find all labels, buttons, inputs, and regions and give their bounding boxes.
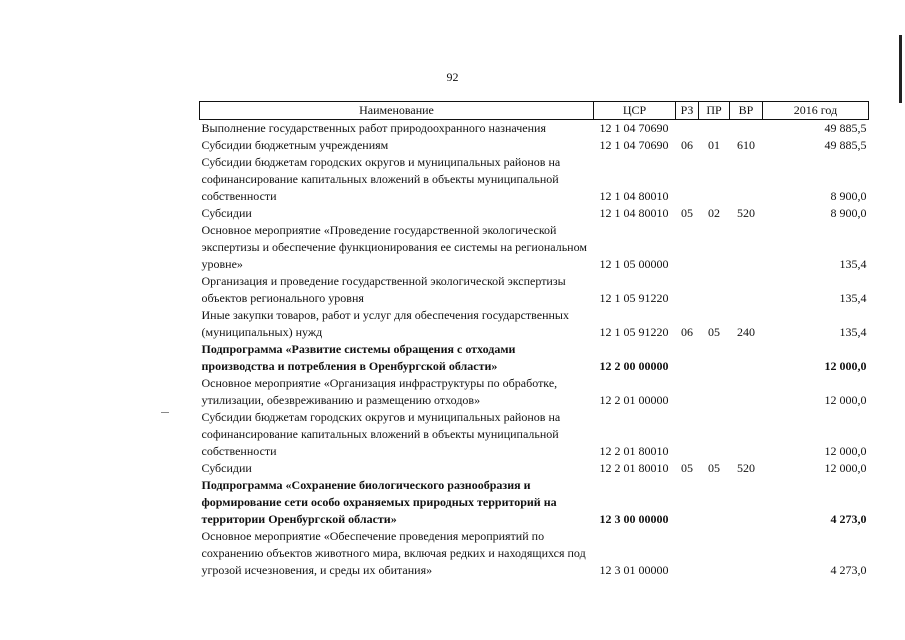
row-amount: 135,4 <box>839 325 867 339</box>
table-row <box>200 154 869 205</box>
row-name: Выполнение государственных работ природоохранного назначения <box>201 121 546 135</box>
row-amount: 12 000,0 <box>824 393 867 407</box>
row-amount: 135,4 <box>839 257 867 271</box>
row-rz <box>676 273 699 307</box>
row-pr: 01 <box>708 138 720 152</box>
row-name: Подпрограмма «Сохранение биологического разнообразия и формирование сети особо охраняемых природных территорий на территории Оренбургской области» <box>201 478 557 526</box>
row-name: Основное мероприятие «Проведение государственной экологической экспертизы и обеспечение функционирования ее системы на региональном уровне» <box>201 223 587 271</box>
row-rz: 06 <box>681 325 693 339</box>
table-row <box>200 375 869 409</box>
table-row <box>200 460 869 477</box>
table-row <box>200 307 869 341</box>
row-amount: 49 885,5 <box>824 138 867 152</box>
header-rz: РЗ <box>676 102 699 120</box>
row-amount: 12 000,0 <box>824 359 867 373</box>
row-pr <box>699 120 730 138</box>
row-name: Субсидии <box>201 206 252 220</box>
row-pr: 05 <box>708 461 720 475</box>
row-vr: 610 <box>737 138 755 152</box>
page-number: 92 <box>446 70 459 84</box>
row-vr <box>730 375 763 409</box>
row-name: Основное мероприятие «Обеспечение проведения мероприятий по сохранению объектов животного мира, включая редких и находящихся под угрозой исчезновения, и среды их обитания» <box>201 529 586 577</box>
row-name: Субсидии бюджетным учреждениям <box>201 138 389 152</box>
header-csr: ЦСР <box>594 102 676 120</box>
header-year: 2016 год <box>763 102 869 120</box>
row-amount: 8 900,0 <box>830 189 867 203</box>
row-pr <box>699 409 730 460</box>
table-row <box>200 528 869 579</box>
row-rz <box>676 528 699 579</box>
table-row <box>200 477 869 528</box>
row-rz <box>676 120 699 138</box>
row-name: Субсидии бюджетам городских округов и муниципальных районов на софинансирование капитальных вложений в объекты муниципальной собственности <box>201 155 561 203</box>
row-csr: 12 1 04 80010 <box>599 189 669 203</box>
table-header <box>200 102 869 120</box>
row-vr <box>730 528 763 579</box>
row-name: Организация и проведение государственной экологической экспертизы объектов регионального уровня <box>201 274 566 305</box>
row-name: Подпрограмма «Развитие системы обращения с отходами производства и потребления в Оренбургской области» <box>201 342 516 373</box>
row-rz: 05 <box>681 461 693 475</box>
row-amount: 12 000,0 <box>824 461 867 475</box>
row-vr <box>730 120 763 138</box>
row-pr <box>699 528 730 579</box>
row-rz: 06 <box>681 138 693 152</box>
row-vr: 240 <box>737 325 755 339</box>
row-amount: 12 000,0 <box>824 444 867 458</box>
table-body <box>200 120 869 580</box>
table-row <box>200 273 869 307</box>
row-amount: 8 900,0 <box>830 206 867 220</box>
row-pr <box>699 273 730 307</box>
row-rz <box>676 341 699 375</box>
row-pr <box>699 375 730 409</box>
row-csr: 12 3 00 00000 <box>599 512 669 526</box>
scan-margin-tick <box>161 412 169 413</box>
row-vr <box>730 477 763 528</box>
row-rz <box>676 409 699 460</box>
row-rz: 05 <box>681 206 693 220</box>
row-pr <box>699 341 730 375</box>
row-csr: 12 2 00 00000 <box>599 359 669 373</box>
row-name: Субсидии <box>201 461 252 475</box>
table-row <box>200 341 869 375</box>
row-vr: 520 <box>737 461 755 475</box>
row-rz <box>676 154 699 205</box>
row-csr: 12 2 01 80010 <box>599 444 669 458</box>
row-name: Субсидии бюджетам городских округов и муниципальных районов на софинансирование капитальных вложений в объекты муниципальной собственности <box>201 410 561 458</box>
row-vr <box>730 409 763 460</box>
row-csr: 12 2 01 00000 <box>599 393 669 407</box>
row-amount: 135,4 <box>839 291 867 305</box>
row-rz <box>676 222 699 273</box>
row-csr: 12 1 05 00000 <box>599 257 669 271</box>
row-csr: 12 2 01 80010 <box>599 461 669 475</box>
row-rz <box>676 477 699 528</box>
row-vr <box>730 222 763 273</box>
header-pr: ПР <box>699 102 730 120</box>
row-amount: 49 885,5 <box>824 121 867 135</box>
row-csr: 12 1 05 91220 <box>599 291 669 305</box>
row-pr: 02 <box>708 206 720 220</box>
scan-edge-mark <box>899 35 902 103</box>
table-row <box>200 137 869 154</box>
row-amount: 4 273,0 <box>830 512 867 526</box>
row-pr <box>699 154 730 205</box>
header-vr: ВР <box>730 102 763 120</box>
table-row <box>200 222 869 273</box>
header-name: Наименование <box>200 102 594 120</box>
table-row <box>200 409 869 460</box>
row-vr <box>730 273 763 307</box>
row-amount: 4 273,0 <box>830 563 867 577</box>
row-pr <box>699 477 730 528</box>
row-pr <box>699 222 730 273</box>
row-name: Иные закупки товаров, работ и услуг для обеспечения государственных (муниципальных) нужд <box>201 308 569 339</box>
row-csr: 12 1 04 70690 <box>599 138 669 152</box>
row-csr: 12 1 04 70690 <box>599 121 669 135</box>
row-vr: 520 <box>737 206 755 220</box>
row-csr: 12 1 05 91220 <box>599 325 669 339</box>
row-pr: 05 <box>708 325 720 339</box>
table-row <box>200 120 869 138</box>
row-vr <box>730 154 763 205</box>
row-vr <box>730 341 763 375</box>
row-name: Основное мероприятие «Организация инфраструктуры по обработке, утилизации, обезвреживанию и размещению отходов» <box>201 376 558 407</box>
row-csr: 12 1 04 80010 <box>599 206 669 220</box>
row-rz <box>676 375 699 409</box>
budget-table <box>199 101 869 579</box>
table-row <box>200 205 869 222</box>
row-csr: 12 3 01 00000 <box>599 563 669 577</box>
